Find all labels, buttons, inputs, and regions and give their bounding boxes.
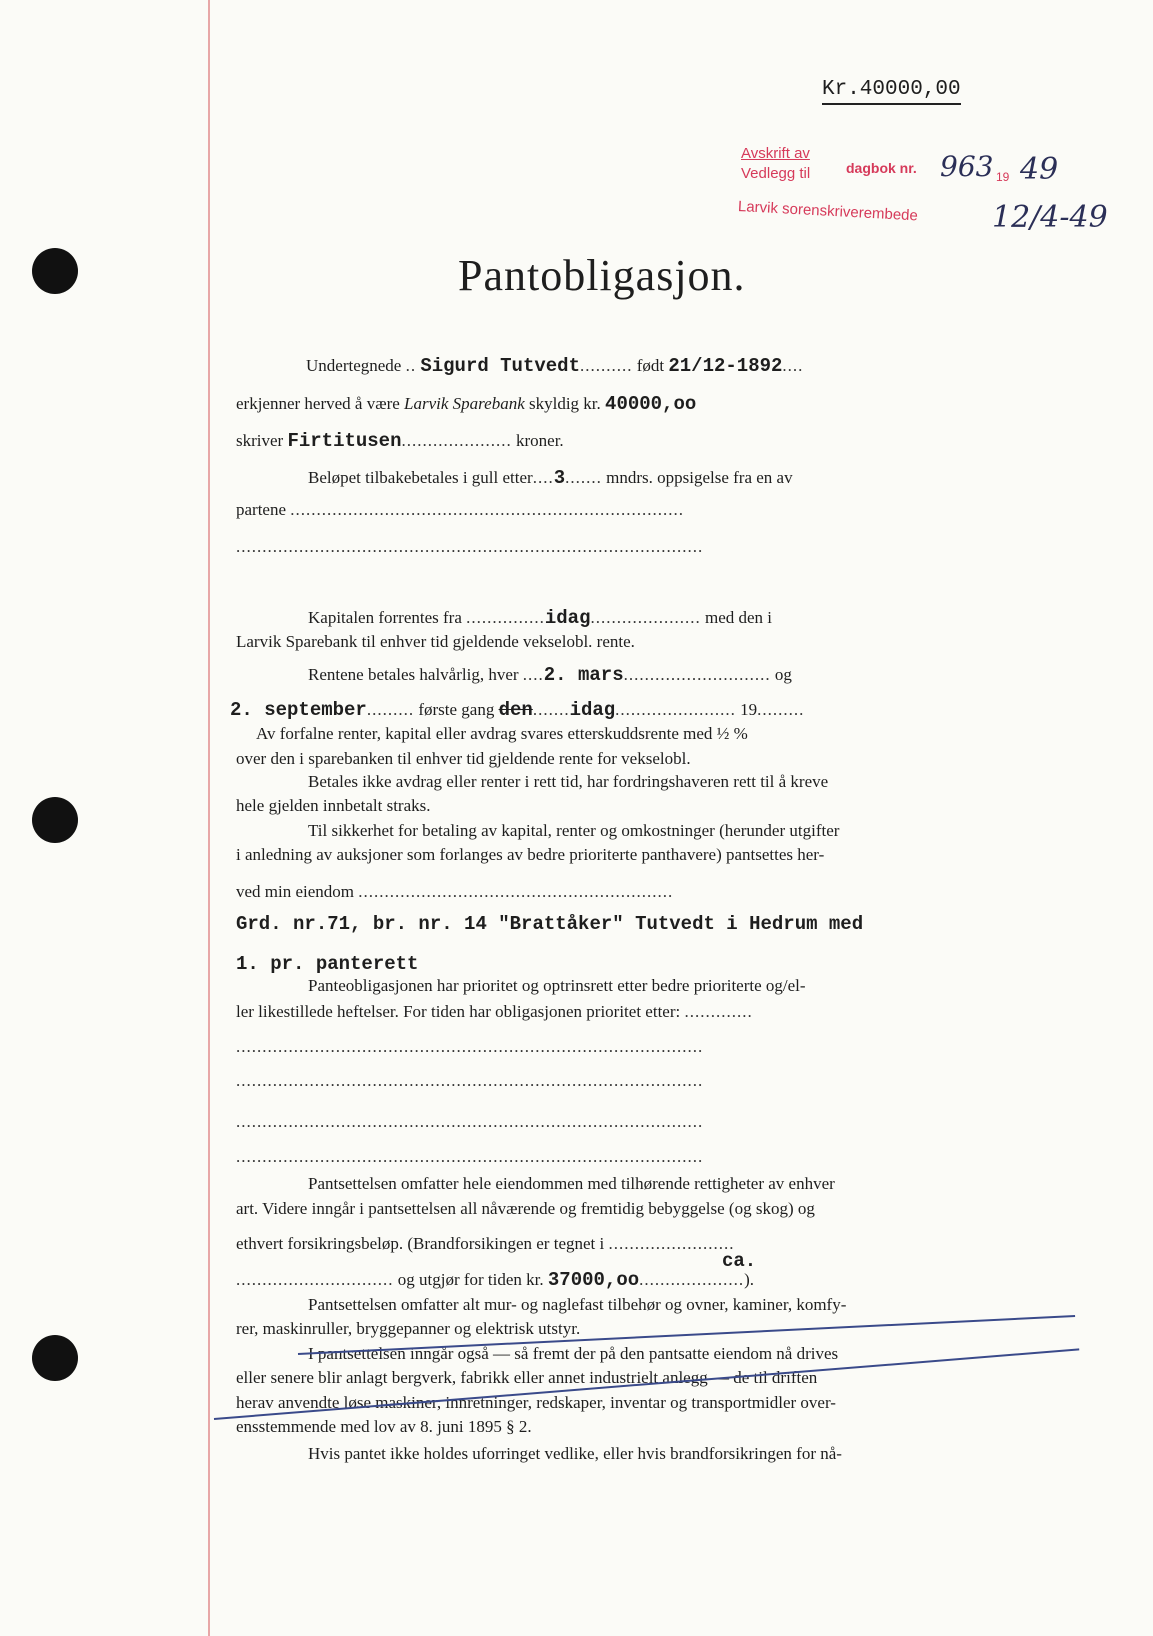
- debt-amount: 40000,oo: [605, 393, 697, 415]
- line-inngar: I pantsettelsen inngår også — så fremt der på den pantsatte eiendom nå drives: [308, 1344, 839, 1363]
- amount-in-words: Firtitusen: [287, 430, 402, 452]
- line-kapitalen: Kapitalen forrentes fra ...............idag..................... med den i: [308, 607, 773, 629]
- line-art: art. Videre inngår i pantsettelsen all nåværende og fremtidig bebyggelse (og skog) og: [236, 1199, 815, 1218]
- stamp-number: 963: [940, 150, 994, 183]
- line-bergverk: eller senere blir anlagt bergverk, fabrikk eller annet industrielt anlegg — de til driften: [236, 1368, 818, 1387]
- interest-from: idag: [544, 607, 591, 629]
- line-erkjenner: erkjenner herved å være Larvik Sparebank skyldig kr. 40000,oo: [236, 393, 697, 415]
- line-betales: Betales ikke avdrag eller renter i rett tid, har fordringshaveren rett til å kreve: [308, 772, 829, 791]
- stamp-year: 49: [1020, 152, 1059, 187]
- line-pantsettelsen-2: Pantsettelsen omfatter alt mur- og naglefast tilbehør og ovner, kaminer, komfy-: [308, 1295, 847, 1314]
- stamp-dagbok: dagbok nr.: [846, 160, 917, 176]
- line-undertegnede: Undertegnede .. Sigurd Tutvedt.......... født 21/12-1892....: [306, 355, 804, 377]
- line-hvis: Hvis pantet ikke holdes uforringet vedlike, eller hvis brandforsikringen for nå-: [308, 1444, 842, 1463]
- stamp-office: Larvik sorenskriverembede: [737, 198, 919, 225]
- punch-hole: [32, 248, 78, 294]
- stamp-line2: Vedlegg til: [741, 165, 811, 182]
- notice-months: 3: [553, 467, 566, 489]
- line-pantsettelsen-1: Pantsettelsen omfatter hele eiendommen med tilhørende rettigheter av enhver: [308, 1174, 835, 1193]
- margin-line: [208, 0, 210, 1636]
- property-description: Grd. nr.71, br. nr. 14 "Brattåker" Tutvedt i Hedrum med: [236, 913, 864, 935]
- line-over-den: over den i sparebanken til enhver tid gjeldende rente for vekselobl.: [236, 749, 691, 768]
- line-ved-min: ved min eiendom ............................................................: [236, 882, 674, 901]
- interest-date-2: 2. september: [230, 699, 367, 721]
- dotted-line: .........................................................................................: [236, 537, 704, 556]
- line-utgjor: .............................. og utgjør for tiden kr. 37000,oo....................).: [236, 1269, 755, 1291]
- line-belopet: Beløpet tilbakebetales i gull etter....3....... mndrs. oppsigelse fra en av: [308, 467, 793, 489]
- dotted-line: .........................................................................................: [236, 1037, 704, 1056]
- line-anledning: i anledning av auksjoner som forlanges av bedre prioriterte panthavere) pantsettes her-: [236, 845, 825, 864]
- priority-text: 1. pr. panterett: [236, 953, 419, 975]
- punch-hole: [32, 1335, 78, 1381]
- insured-amount: 37000,oo: [547, 1269, 640, 1291]
- stamp-line1: Avskrift av: [741, 145, 810, 162]
- stamp-date: 12/4-49: [992, 200, 1108, 235]
- line-ensstemmende: ensstemmende med lov av 8. juni 1895 § 2.: [236, 1417, 532, 1436]
- debtor-name: Sigurd Tutvedt: [420, 355, 580, 377]
- header-amount: Kr.40000,00: [822, 78, 961, 105]
- creditor-bank: Larvik Sparebank: [404, 394, 525, 413]
- dotted-line: .........................................................................................: [236, 1112, 704, 1131]
- line-rer: rer, maskinruller, bryggepanner og elektrisk utstyr.: [236, 1319, 581, 1338]
- document-title: Pantobligasjon.: [458, 251, 746, 300]
- line-skriver: skriver Firtitusen..................... kroner.: [236, 430, 564, 452]
- line-herav: herav anvendte løse maskiner, innretninger, redskaper, inventar og transportmidler over-: [236, 1393, 836, 1412]
- interest-date-1: 2. mars: [543, 664, 624, 686]
- line-september: 2. september......... første gang den.......idag....................... 19.........: [230, 699, 805, 721]
- line-rentene: Rentene betales halvårlig, hver ....2. mars............................ og: [308, 664, 792, 686]
- line-forfalne: Av forfalne renter, kapital eller avdrag svares etterskuddsrente med ½ %: [256, 724, 748, 743]
- first-payment: idag: [569, 699, 616, 721]
- line-ethvert: ethvert forsikringsbeløp. (Brandforsikingen er tegnet i ........................: [236, 1234, 735, 1253]
- line-panteobligasjonen: Panteobligasjonen har prioritet og optrinsrett etter bedre prioriterte og/el-: [308, 976, 806, 995]
- line-sikkerhet: Til sikkerhet for betaling av kapital, renter og omkostninger (herunder utgifter: [308, 821, 840, 840]
- line-likestillede: ler likestillede heftelser. For tiden har obligasjonen prioritet etter: .............: [236, 1002, 753, 1021]
- struck-text: den: [498, 699, 533, 721]
- stamp-year-prefix: 19: [996, 170, 1010, 184]
- approx-label: ca.: [722, 1250, 757, 1272]
- line-hele: hele gjelden innbetalt straks.: [236, 796, 431, 815]
- line-larvik: Larvik Sparebank til enhver tid gjeldende vekselobl. rente.: [236, 632, 635, 651]
- line-partene: partene ...........................................................................: [236, 500, 685, 519]
- dotted-line: .........................................................................................: [236, 1147, 704, 1166]
- punch-hole: [32, 797, 78, 843]
- dotted-line: .........................................................................................: [236, 1071, 704, 1090]
- birth-date: 21/12-1892: [668, 355, 783, 377]
